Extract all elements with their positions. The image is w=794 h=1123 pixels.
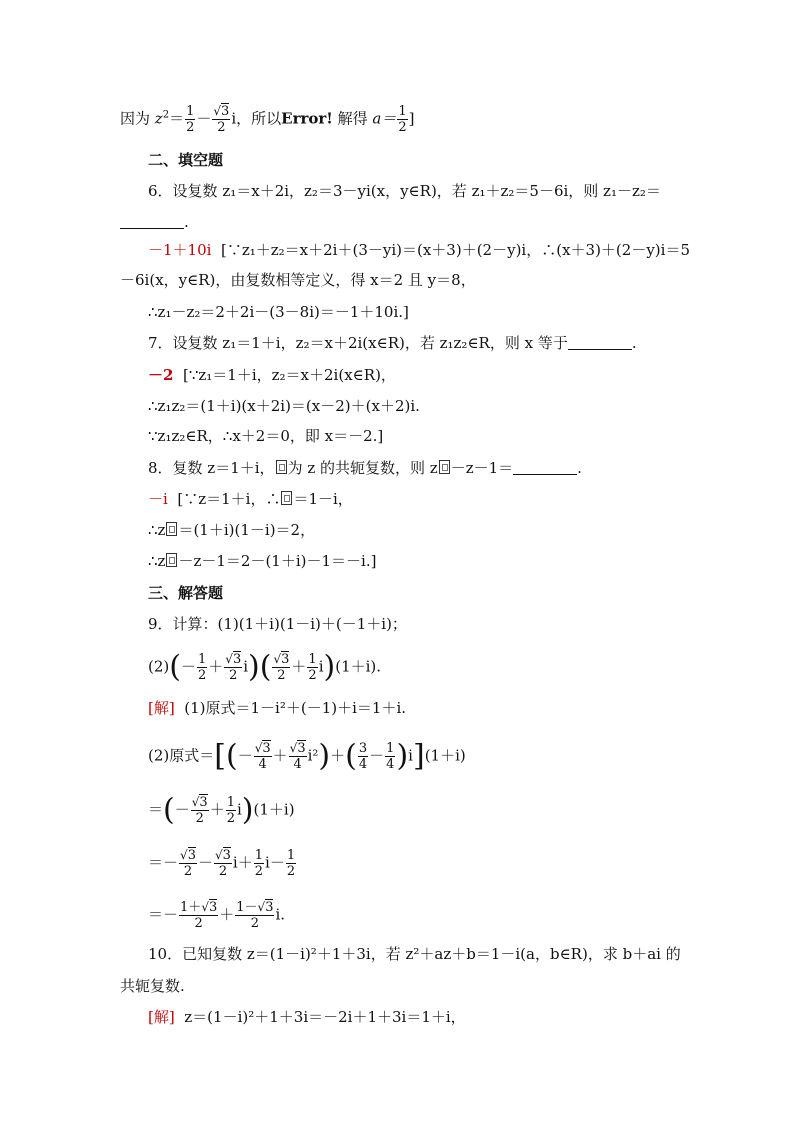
section-title-fill-in: 二、填空题	[148, 151, 224, 169]
q6-answer: －1＋10i	[148, 241, 212, 259]
q7-stem: 7．设复数 z₁＝1＋i，z₂＝x＋2i(x∈R)，若 z₁z₂∈R，则 x 等于 .	[148, 334, 637, 352]
conjugate-placeholder-icon	[276, 460, 287, 474]
answer-blank	[513, 460, 577, 475]
q7-solution-3: ∵z₁z₂∈R，∴x＋2＝0，即 x＝－2.]	[148, 427, 384, 445]
q6-solution-1: －1＋10i [∵z₁＋z₂＝x＋2i＋(3－yi)＝(x＋3)＋(2－y)i，∴(x＋3)＋(2－y)i＝5	[148, 241, 690, 259]
q7-solution-2: ∴z₁z₂＝(1＋i)(x＋2i)＝(x－2)＋(x＋2)i.	[148, 397, 420, 415]
q8-solution-3: ∴z －z－1＝2－(1＋i)－1＝－i.]	[148, 552, 377, 570]
prev-solution-tail: 因为 $z^2=$ $\frac{1}{2}$ － $\frac{√3}{2}$ i，所以Error! 解得 a＝ $\frac{1}{2}$ ]	[120, 104, 415, 135]
q9-solution-2: (2)原式＝[(－ $\frac{√3}{4}$ ＋ $\frac{√3}{4}$ i²)＋( $\frac{3}{4}$ － $\frac{1}{4}$ )i](1＋i)	[148, 738, 466, 774]
conjugate-placeholder-icon	[439, 460, 450, 474]
q6-solution-2: －6i(x，y∈R)，由复数相等定义，得 x＝2 且 y＝8，	[120, 271, 476, 289]
q9-stem: 9．计算：(1)(1＋i)(1－i)＋(－1＋i)；	[148, 615, 407, 633]
q10-solution-1: [解] z＝(1－i)²＋1＋3i＝－2i＋1＋3i＝1＋i，	[148, 1008, 466, 1026]
q9-solution-3: ＝(－ $\frac{√3}{2}$ ＋ $\frac{1}{2}$ i)(1＋i)	[148, 792, 295, 828]
error-text: Error!	[281, 109, 333, 128]
q9-part2: (2)(－ $\frac{1}{2}$ ＋ $\frac{√3}{2}$ i)( $\frac{√3}{2}$ ＋ $\frac{1}{2}$ i)(1＋i).	[148, 649, 382, 685]
q10-stem-2: 共轭复数.	[120, 977, 185, 995]
q9-solution-5: ＝－ $\frac{1+√3}{2}$ ＋ $\frac{1-√3}{2}$ i.	[148, 900, 286, 931]
q9-solution-4: ＝－ $\frac{√3}{2}$ － $\frac{√3}{2}$ i＋ $\frac{1}{2}$ i－ $\frac{1}{2}$	[148, 848, 296, 879]
conjugate-placeholder-icon	[281, 491, 292, 505]
q7-solution-1: －2 [∵z₁＝1＋i，z₂＝x＋2i(x∈R)，	[148, 366, 396, 384]
conjugate-placeholder-icon	[166, 522, 177, 536]
solution-tag: [解]	[148, 1008, 175, 1026]
q8-answer: －i	[148, 490, 168, 508]
q8-solution-2: ∴z ＝(1＋i)(1－i)＝2，	[148, 521, 316, 539]
q6-solution-3: ∴z₁－z₂＝2＋2i－(3－8i)＝－1＋10i.]	[148, 303, 409, 321]
conjugate-placeholder-icon	[166, 553, 177, 567]
q6-stem: 6．设复数 z₁＝x＋2i，z₂＝3－yi(x，y∈R)，若 z₁＋z₂＝5－6i，则 z₁－z₂＝	[148, 182, 661, 200]
q8-stem: 8．复数 z＝1＋i， 为 z 的共轭复数，则 z －z－1＝ .	[148, 459, 582, 477]
section-title-solve: 三、解答题	[148, 584, 224, 602]
q10-stem-1: 10．已知复数 z＝(1－i)²＋1＋3i，若 z²＋az＋b＝1－i(a，b∈R)，求 b＋ai 的	[148, 945, 681, 963]
q8-solution-1: －i [∵z＝1＋i，∴ ＝1－i，	[148, 490, 353, 508]
q9-solution-1: [解] (1)原式＝1－i²＋(－1)＋i＝1＋i.	[148, 699, 407, 717]
q6-blank-line: .	[120, 212, 676, 232]
solution-tag: [解]	[148, 699, 175, 717]
answer-blank	[568, 335, 632, 350]
answer-blank	[120, 214, 184, 229]
q7-answer: －2	[148, 366, 174, 384]
